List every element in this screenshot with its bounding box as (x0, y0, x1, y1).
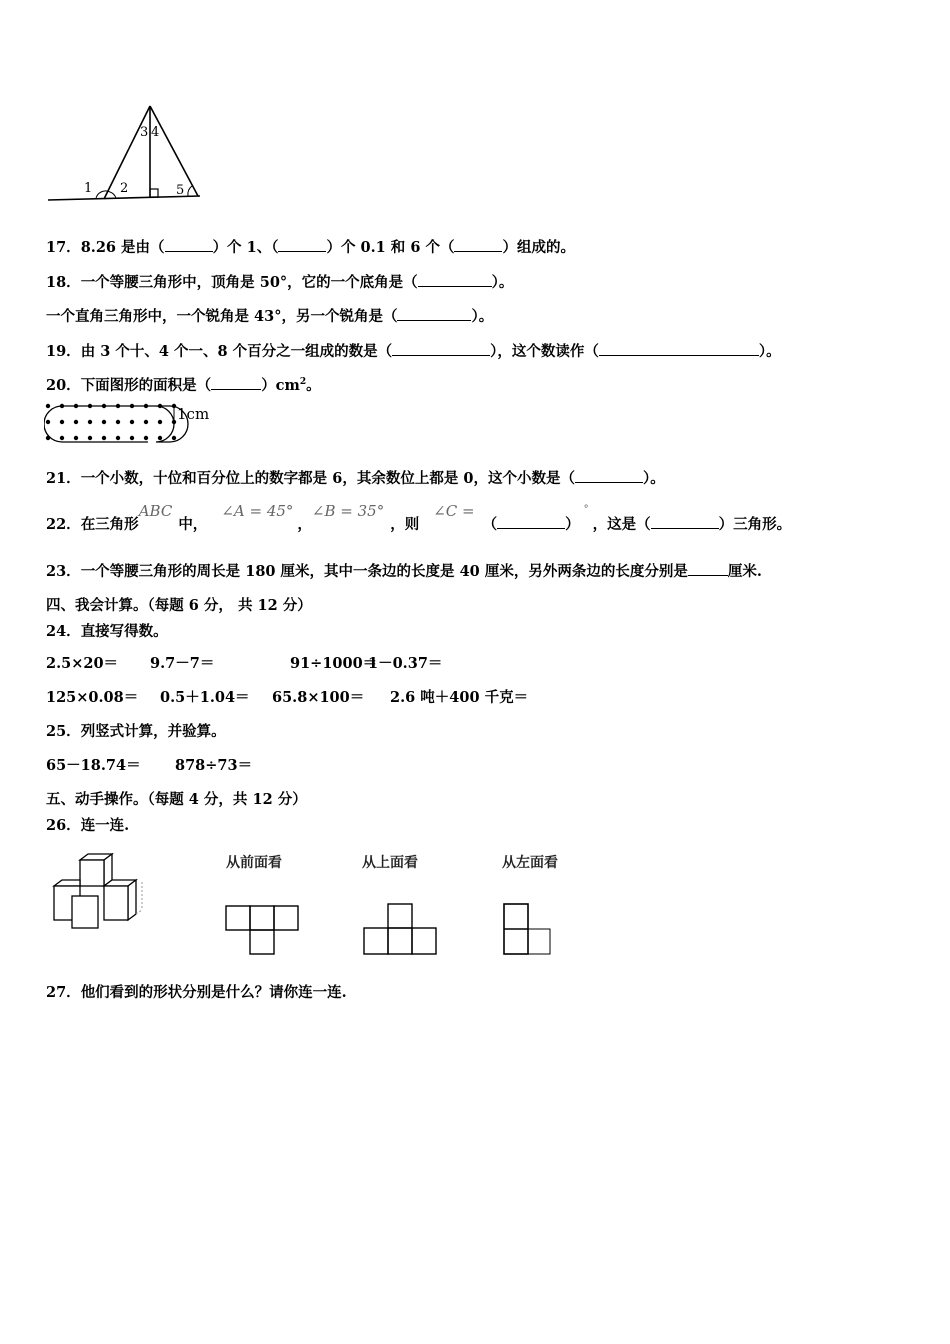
question-text: ）cm (261, 377, 300, 394)
answer-blank[interactable] (688, 563, 728, 576)
answer-blank[interactable] (497, 516, 565, 529)
question-number: 17． (46, 239, 81, 256)
question-18b (46, 305, 493, 326)
question-21 (46, 467, 665, 488)
triangle-name: ABC (138, 502, 173, 520)
question-25 (46, 720, 226, 741)
question-text: ， (297, 516, 312, 533)
grid-dot (74, 420, 78, 424)
grid-dot (102, 436, 106, 440)
calc-item: 2.5×20＝ (46, 655, 119, 672)
cube-stack-figure (50, 852, 150, 932)
view-label-left: 从左面看 (502, 855, 558, 871)
question-text: ），这个数读作（ (490, 343, 599, 360)
question-text: ）个 0.1 和 6 个（ (326, 239, 455, 256)
angle-c-expr: ∠C = (433, 502, 475, 520)
question-text: 厘米. (727, 563, 762, 580)
question-number: 20． (46, 377, 81, 394)
question-text: ）个 1、（ (212, 239, 279, 256)
view-shape-inverted-t (360, 900, 440, 958)
question-text: ）。 (471, 308, 494, 325)
answer-blank[interactable] (454, 239, 502, 252)
answer-blank[interactable] (165, 239, 213, 252)
calc-row-3 (46, 754, 252, 775)
view-shape-l (500, 900, 556, 958)
question-text: 由 3 个十、4 个一、8 个百分之一组成的数是（ (80, 343, 393, 360)
degree-sign: ° (583, 504, 589, 515)
answer-blank[interactable] (278, 239, 326, 252)
grid-dot (46, 420, 50, 424)
view-shape-t (222, 900, 302, 958)
question-text: 连一连. (80, 817, 130, 834)
calc-item: 65.8×100＝ (272, 689, 365, 706)
unit-label: 1cm (177, 405, 210, 423)
question-text: ）三角形。 (718, 516, 792, 533)
angle-b-expr: ∠B = 35° (311, 502, 385, 520)
superscript: 2 (299, 377, 307, 388)
question-number: 18． (46, 274, 81, 291)
angle-label: 2 (120, 181, 129, 196)
calc-item: 65－18.74＝ (46, 757, 141, 774)
grid-dot (60, 436, 64, 440)
question-18 (46, 271, 513, 292)
calc-item: 9.7－7＝ (150, 655, 215, 672)
question-text: 一个直角三角形中，一个锐角是 43°，另一个锐角是（ (46, 308, 398, 325)
section-4-title: 四、我会计算。（每题 6 分， 共 12 分） (46, 597, 312, 614)
question-text: ，这是（ (592, 516, 651, 533)
angle-label: 5 (176, 183, 185, 198)
question-text: 直接写得数。 (80, 623, 168, 640)
calc-row-2 (46, 686, 528, 707)
question-text: ）。 (491, 274, 514, 291)
question-27 (46, 981, 347, 1002)
question-text: ）。 (758, 343, 781, 360)
calc-item: 91÷1000＝ (290, 655, 378, 672)
question-text: 他们看到的形状分别是什么？请你连一连. (80, 984, 347, 1001)
answer-blank[interactable] (392, 343, 490, 356)
section-5-title: 五、动手操作。（每题 4 分，共 12 分） (46, 791, 307, 808)
question-text: 中， (178, 516, 208, 533)
calc-item: 125×0.08＝ (46, 689, 139, 706)
question-text: 8.26 是由（ (80, 239, 165, 256)
question-number: 26． (46, 817, 81, 834)
answer-blank[interactable] (651, 516, 719, 529)
grid-dot (158, 420, 162, 424)
grid-dot (144, 420, 148, 424)
question-number: 27． (46, 984, 81, 1001)
grid-dot (88, 420, 92, 424)
grid-dot (130, 420, 134, 424)
view-label-top: 从上面看 (362, 855, 418, 871)
question-number: 21． (46, 470, 81, 487)
answer-blank[interactable] (211, 377, 261, 390)
question-number: 19． (46, 343, 81, 360)
dot-grid-figure (44, 400, 224, 456)
angle-label: 3 (140, 125, 149, 140)
calc-item: 1－0.37＝ (368, 655, 443, 672)
answer-blank[interactable] (575, 470, 643, 483)
grid-dot (46, 404, 50, 408)
question-text: ，则 (390, 516, 420, 533)
grid-dot (130, 436, 134, 440)
question-text: ）组成的。 (502, 239, 575, 256)
question-text: 一个等腰三角形中，顶角是 50°，它的一个底角是（ (80, 274, 418, 291)
grid-dot (116, 436, 120, 440)
grid-dot (88, 436, 92, 440)
angle-a-expr: ∠A = 45° (221, 502, 294, 520)
grid-dot (116, 420, 120, 424)
angle-label: 4 (151, 125, 160, 140)
question-number: 24． (46, 623, 81, 640)
calc-item: 2.6 吨＋400 千克＝ (390, 689, 529, 706)
grid-dot (60, 420, 64, 424)
grid-dot (172, 436, 176, 440)
question-text: 。 (306, 377, 321, 394)
question-24 (46, 620, 168, 641)
question-text: 一个小数，十位和百分位上的数字都是 6，其余数位上都是 0，这个小数是（ (80, 470, 575, 487)
question-22: 22．在三角形ABC中，∠A = 45°，∠B = 35°，则∠C =（ ）°，这是（ ）三角形。 (46, 502, 792, 533)
view-label-front: 从前面看 (226, 855, 282, 871)
angle-label: 1 (84, 181, 93, 196)
grid-dot (144, 436, 148, 440)
grid-dot (102, 420, 106, 424)
grid-dot (158, 436, 162, 440)
question-text: 在三角形 (80, 516, 139, 533)
question-text: 列竖式计算，并验算。 (80, 723, 226, 740)
question-19 (46, 340, 781, 361)
question-number: 22． (46, 516, 81, 533)
calc-row-1 (46, 652, 442, 673)
question-text: ）。 (642, 470, 665, 487)
grid-dot (74, 436, 78, 440)
answer-blank[interactable] (418, 274, 492, 287)
calc-item: 0.5＋1.04＝ (160, 689, 250, 706)
question-17 (46, 236, 575, 257)
answer-blank[interactable] (599, 343, 759, 356)
question-text: 一个等腰三角形的周长是 180 厘米，其中一条边的长度是 40 厘米，另外两条边的长度分别是 (80, 563, 688, 580)
question-26 (46, 814, 129, 835)
question-number: 25． (46, 723, 81, 740)
triangle-angle-figure (44, 100, 214, 206)
calc-item: 878÷73＝ (175, 757, 253, 774)
answer-blank[interactable] (397, 308, 471, 321)
question-23 (46, 560, 762, 581)
question-text: 下面图形的面积是（ (80, 377, 212, 394)
question-20 (46, 374, 321, 395)
question-number: 23． (46, 563, 81, 580)
